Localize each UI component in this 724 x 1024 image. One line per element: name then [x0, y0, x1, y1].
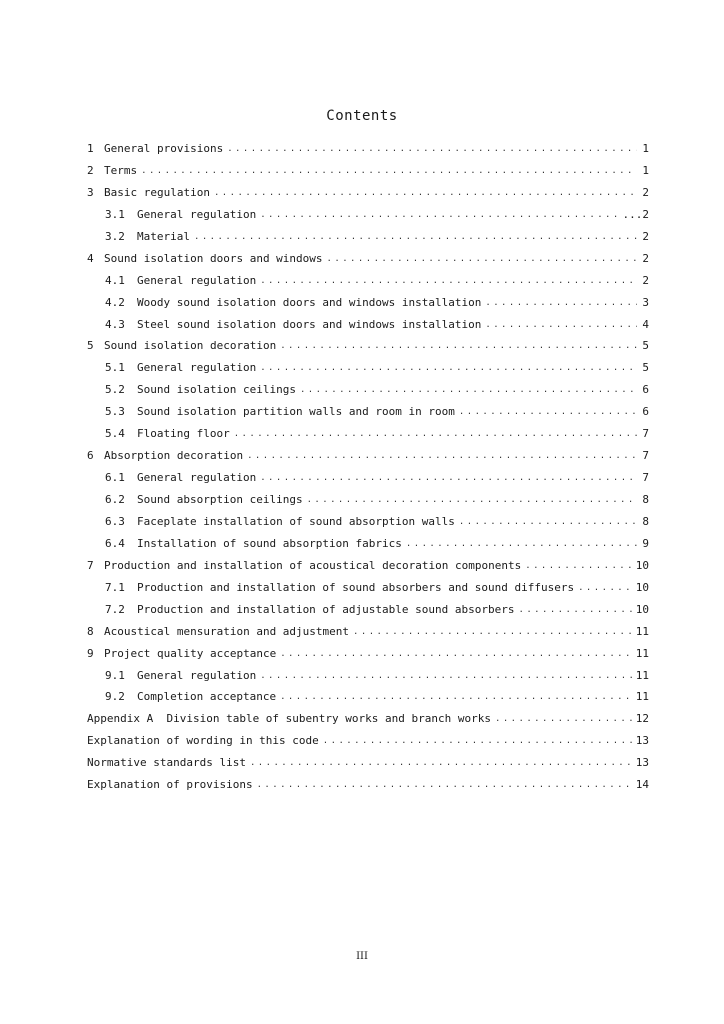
toc-entry[interactable] — [87, 511, 649, 533]
toc-entry-page: 1 — [642, 142, 649, 155]
toc-entry-page: 11 — [635, 690, 649, 704]
toc-entry[interactable] — [87, 248, 649, 270]
toc-dot-leader — [280, 334, 637, 358]
toc-entry-number: 9.1 — [105, 668, 125, 682]
table-of-contents — [87, 138, 649, 796]
toc-dot-leader — [353, 620, 632, 644]
toc-entry[interactable] — [87, 643, 649, 665]
toc-entry-number: 7 — [87, 558, 94, 572]
toc-entry-label: Production and installation of adjustable sound absorbers — [137, 602, 515, 616]
toc-dot-leader — [327, 247, 637, 271]
toc-entry[interactable] — [87, 467, 649, 489]
toc-entry-label: Sound isolation partition walls and room in room — [137, 405, 455, 419]
toc-entry-page: 6 — [642, 383, 649, 397]
toc-entry-label: Acoustical mensuration and adjustment — [104, 624, 350, 638]
toc-entry-page: 5 — [642, 339, 649, 353]
toc-dot-leader — [250, 751, 632, 775]
toc-dot-leader — [280, 685, 632, 709]
toc-entry-page: 2 — [642, 229, 649, 243]
page-number: III — [356, 951, 368, 962]
toc-entry-page: ...2 — [622, 207, 649, 221]
toc-entry-label: General regulation — [137, 668, 257, 682]
toc-entry-page: 10 — [635, 580, 649, 594]
toc-entry-page: 7 — [642, 471, 649, 485]
toc-entry-label: Project quality acceptance — [104, 646, 277, 660]
toc-entry-page: 6 — [642, 405, 649, 419]
toc-entry[interactable] — [87, 379, 649, 401]
toc-entry[interactable] — [87, 489, 649, 511]
toc-entry-label: Explanation of provisions — [87, 778, 253, 792]
toc-entry-label: General regulation — [137, 207, 257, 221]
toc-entry[interactable] — [87, 182, 649, 204]
toc-entry-label: General regulation — [137, 273, 257, 287]
toc-entry[interactable] — [87, 774, 649, 796]
toc-entry[interactable] — [87, 138, 649, 160]
toc-entry-label: Installation of sound absorption fabrics — [137, 536, 402, 550]
toc-entry-label: Absorption decoration — [104, 449, 244, 463]
toc-entry-number: 5 — [87, 339, 94, 353]
toc-entry[interactable] — [87, 314, 649, 336]
toc-entry-number: 7.1 — [105, 580, 125, 594]
toc-entry[interactable] — [87, 445, 649, 467]
toc-entry-label: Terms — [104, 163, 138, 177]
toc-entry[interactable] — [87, 335, 649, 357]
toc-entry-page: 10 — [635, 602, 649, 616]
toc-entry-number: 5.1 — [105, 361, 125, 375]
toc-entry-label: General regulation — [137, 471, 257, 485]
toc-dot-leader — [247, 444, 637, 468]
toc-dot-leader — [260, 664, 632, 688]
toc-dot-leader — [194, 225, 637, 249]
toc-dot-leader — [525, 554, 632, 578]
toc-entry-number: 5.3 — [105, 405, 125, 419]
toc-entry-label: General provisions — [104, 142, 224, 155]
toc-entry-label: Basic regulation — [104, 185, 210, 199]
toc-entry-label: Sound absorption ceilings — [137, 493, 303, 506]
toc-dot-leader — [307, 488, 637, 512]
toc-entry-number: 3.2 — [105, 229, 125, 243]
toc-dot-leader — [485, 313, 637, 337]
toc-dot-leader — [495, 707, 632, 731]
toc-entry[interactable] — [87, 160, 649, 182]
toc-entry[interactable] — [87, 686, 649, 708]
toc-dot-leader — [260, 269, 637, 293]
toc-entry[interactable] — [87, 357, 649, 379]
toc-entry-label: Floating floor — [137, 427, 230, 441]
toc-dot-leader — [300, 378, 637, 402]
toc-entry-page: 14 — [635, 778, 649, 792]
toc-entry-number: 6 — [87, 449, 94, 463]
toc-entry-page: 13 — [635, 756, 649, 770]
toc-dot-leader — [406, 532, 637, 556]
toc-entry-page: 2 — [642, 251, 649, 265]
toc-dot-leader — [323, 729, 632, 753]
toc-entry-number: 3.1 — [105, 207, 125, 221]
toc-entry-page: 11 — [635, 624, 649, 638]
toc-entry-number: 2 — [87, 163, 94, 177]
toc-entry[interactable] — [87, 204, 649, 226]
toc-entry[interactable] — [87, 708, 649, 730]
toc-entry-number: 6.4 — [105, 536, 125, 550]
toc-entry[interactable] — [87, 621, 649, 643]
toc-entry[interactable] — [87, 577, 649, 599]
toc-entry-label: Production and installation of acoustical decoration components — [104, 558, 522, 572]
toc-entry-page: 9 — [642, 536, 649, 550]
toc-entry-page: 7 — [642, 449, 649, 463]
toc-entry-label: Completion acceptance — [137, 690, 277, 704]
toc-dot-leader — [234, 422, 637, 446]
toc-entry-page: 12 — [635, 712, 649, 726]
toc-entry-label: Material — [137, 229, 190, 243]
toc-entry-label: Explanation of wording in this code — [87, 734, 319, 748]
toc-dot-leader — [519, 598, 632, 622]
toc-entry-page: 13 — [635, 734, 649, 748]
toc-entry-number: 3 — [87, 185, 94, 199]
toc-entry[interactable] — [87, 401, 649, 423]
toc-entry-label: Normative standards list — [87, 756, 246, 770]
toc-entry[interactable] — [87, 423, 649, 445]
toc-dot-leader — [578, 576, 632, 600]
toc-entry-number: 5.2 — [105, 383, 125, 397]
toc-entry-number: 4.1 — [105, 273, 125, 287]
toc-entry-number: 9.2 — [105, 690, 125, 704]
toc-entry-label: Woody sound isolation doors and windows installation — [137, 295, 482, 309]
toc-entry[interactable] — [87, 292, 649, 314]
toc-entry-page: 1 — [642, 163, 649, 177]
toc-dot-leader — [459, 510, 637, 534]
toc-entry[interactable] — [87, 533, 649, 555]
toc-entry-page: 7 — [642, 427, 649, 441]
page-title: Contents — [326, 108, 398, 124]
toc-entry-page: 8 — [642, 514, 649, 528]
toc-entry[interactable] — [87, 599, 649, 621]
toc-entry[interactable] — [87, 270, 649, 292]
toc-entry-number: 4 — [87, 251, 94, 265]
toc-entry-page: 2 — [642, 185, 649, 199]
toc-entry-label: Appendix A Division table of subentry works and branch works — [87, 712, 491, 726]
toc-entry-number: 1 — [87, 142, 94, 155]
toc-entry[interactable] — [87, 226, 649, 248]
toc-dot-leader — [485, 291, 637, 315]
toc-entry-number: 7.2 — [105, 602, 125, 616]
toc-entry[interactable] — [87, 730, 649, 752]
toc-entry-page: 3 — [642, 295, 649, 309]
toc-entry-number: 6.3 — [105, 514, 125, 528]
toc-dot-leader — [227, 137, 637, 161]
toc-entry[interactable] — [87, 752, 649, 774]
toc-entry-page: 10 — [635, 558, 649, 572]
toc-entry-page: 5 — [642, 361, 649, 375]
toc-entry-page: 11 — [635, 646, 649, 660]
toc-dot-leader — [260, 203, 618, 227]
toc-entry-label: Steel sound isolation doors and windows installation — [137, 317, 482, 331]
toc-dot-leader — [260, 356, 637, 380]
toc-dot-leader — [141, 159, 637, 183]
toc-entry-label: Sound isolation decoration — [104, 339, 277, 353]
toc-entry-number: 6.1 — [105, 471, 125, 485]
toc-entry[interactable] — [87, 665, 649, 687]
toc-dot-leader — [459, 400, 637, 424]
toc-entry-number: 4.2 — [105, 295, 125, 309]
toc-entry-page: 2 — [642, 273, 649, 287]
toc-entry-label: Faceplate installation of sound absorption walls — [137, 514, 455, 528]
toc-dot-leader — [214, 181, 637, 205]
toc-dot-leader — [257, 773, 632, 797]
toc-entry-number: 9 — [87, 646, 94, 660]
toc-entry-number: 6.2 — [105, 493, 125, 506]
toc-entry-number: 4.3 — [105, 317, 125, 331]
toc-entry-page: 11 — [635, 668, 649, 682]
toc-entry-label: Sound isolation doors and windows — [104, 251, 323, 265]
toc-entry-number: 8 — [87, 624, 94, 638]
toc-dot-leader — [280, 642, 632, 666]
toc-entry-label: General regulation — [137, 361, 257, 375]
toc-entry-label: Production and installation of sound absorbers and sound diffusers — [137, 580, 575, 594]
toc-entry-page: 4 — [642, 317, 649, 331]
toc-entry-number: 5.4 — [105, 427, 125, 441]
toc-entry-page: 8 — [642, 493, 649, 506]
toc-dot-leader — [260, 466, 637, 490]
toc-entry-label: Sound isolation ceilings — [137, 383, 296, 397]
toc-entry[interactable] — [87, 555, 649, 577]
